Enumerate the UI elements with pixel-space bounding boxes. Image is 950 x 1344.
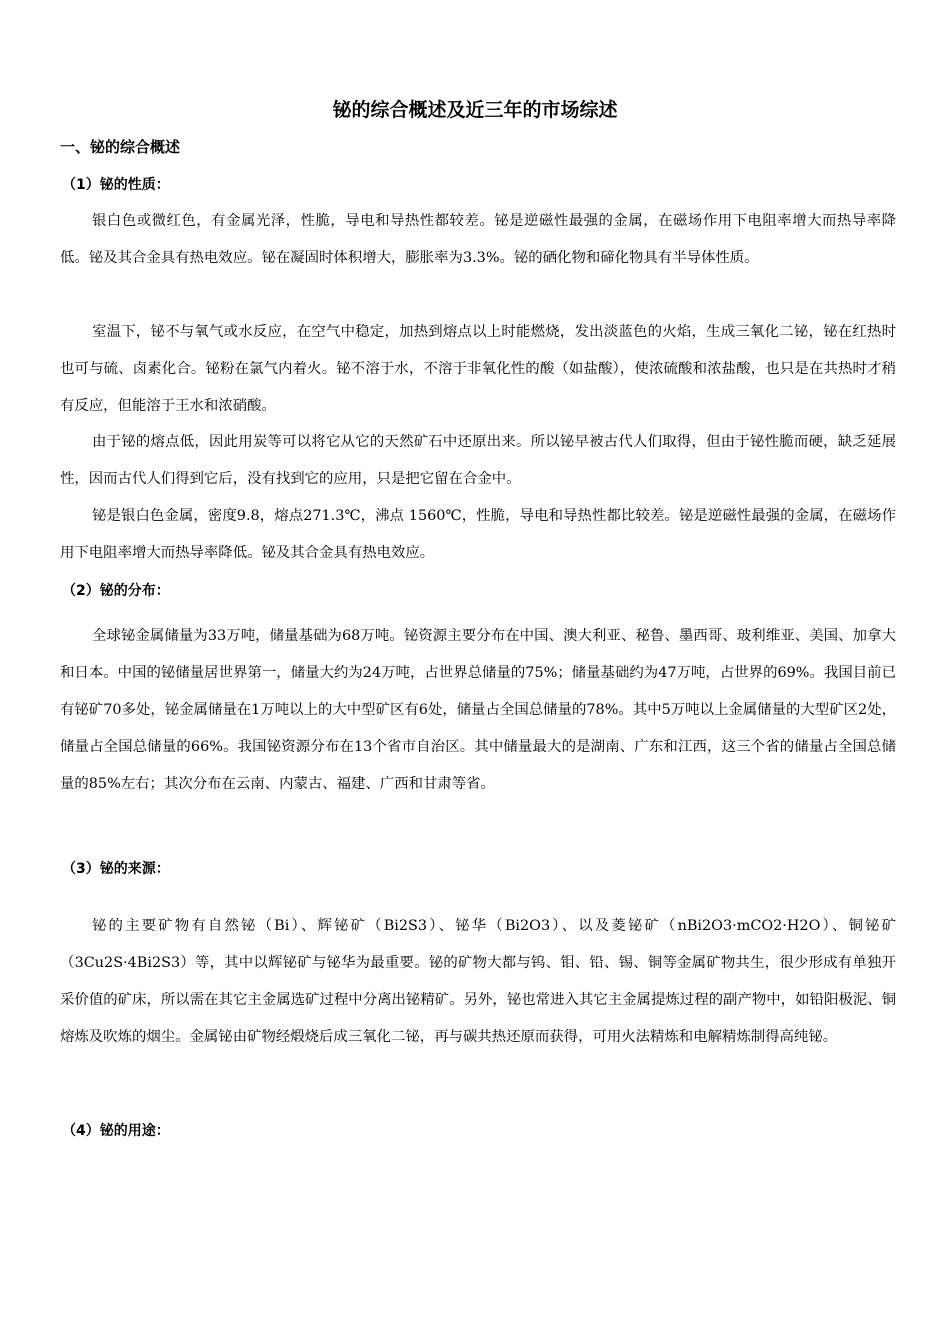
subheading-properties: （1）铋的性质： (62, 177, 170, 193)
subheading-sources: （3）铋的来源： (62, 861, 170, 877)
section-heading-overview: 一、铋的综合概述 (60, 138, 181, 156)
subheading-distribution: （2）铋的分布： (62, 583, 170, 599)
subheading-uses: （4）铋的用途： (62, 1123, 170, 1139)
paragraph-properties-1: 银白色或微红色，有金属光泽，性脆，导电和导热性都较差。铋是逆磁性最强的金属，在磁场作用下电阻率增大而热导率降低。铋及其合金具有热电效应。铋在凝固时体积增大，膨胀率为3.3%。铋的硒化物和碲化物具有半导体性质。 (60, 213, 896, 266)
paragraph-properties-3: 由于铋的熔点低，因此用炭等可以将它从它的天然矿石中还原出来。所以铋早被古代人们取得，但由于铋性脆而硬，缺乏延展性，因而古代人们得到它后，没有找到它的应用，只是把它留在合金中。 (60, 434, 896, 487)
paragraph-sources-1: 铋的主要矿物有自然铋（Bi）、辉铋矿（Bi2S3）、铋华（Bi2O3）、以及菱铋矿（nBi2O3·mCO2·H2O）、铜铋矿（3Cu2S·4Bi2S3）等，其中以辉铋矿与铋华为最重要。铋的矿物大都与钨、钼、铅、锡、铜等金属矿物共生，很少形成有单独开采价值的矿床，所以需在其它主金属选矿过程中分离出铋精矿。另外，铋也常进入其它主金属提炼过程的副产物中，如铅阳极泥、铜熔炼及吹炼的烟尘。金属铋由矿物经煅烧后成三氧化二铋，再与碳共热还原而获得，可用火法精炼和电解精炼制得高纯铋。 (60, 918, 896, 1045)
paragraph-properties-4: 铋是银白色金属，密度9.8，熔点271.3℃，沸点 1560℃，性脆，导电和导热性都比较差。铋是逆磁性最强的金属，在磁场作用下电阻率增大而热导率降低。铋及其合金具有热电效应。 (60, 508, 896, 561)
paragraph-distribution-1: 全球铋金属储量为33万吨，储量基础为68万吨。铋资源主要分布在中国、澳大利亚、秘鲁、墨西哥、玻利维亚、美国、加拿大和日本。中国的铋储量居世界第一，储量大约为24万吨，占世界总储量的75%；储量基础约为47万吨，占世界的69%。我国目前已有铋矿70多处，铋金属储量在1万吨以上的大中型矿区有6处，储量占全国总储量的78%。其中5万吨以上金属储量的大型矿区2处，储量占全国总储量的66%。我国铋资源分布在13个省市自治区。其中储量最大的是湖南、广东和江西，这三个省的储量占全国总储量的85%左右；其次分布在云南、内蒙古、福建、广西和甘肃等省。 (60, 628, 896, 792)
paragraph-properties-2: 室温下，铋不与氧气或水反应，在空气中稳定，加热到熔点以上时能燃烧，发出淡蓝色的火焰，生成三氧化二铋，铋在红热时也可与硫、卤素化合。铋粉在氯气内着火。铋不溶于水，不溶于非氧化性的酸（如盐酸），使浓硫酸和浓盐酸，也只是在共热时才稍有反应，但能溶于王水和浓硝酸。 (60, 324, 896, 414)
document-title: 铋的综合概述及近三年的市场综述 (332, 99, 618, 121)
